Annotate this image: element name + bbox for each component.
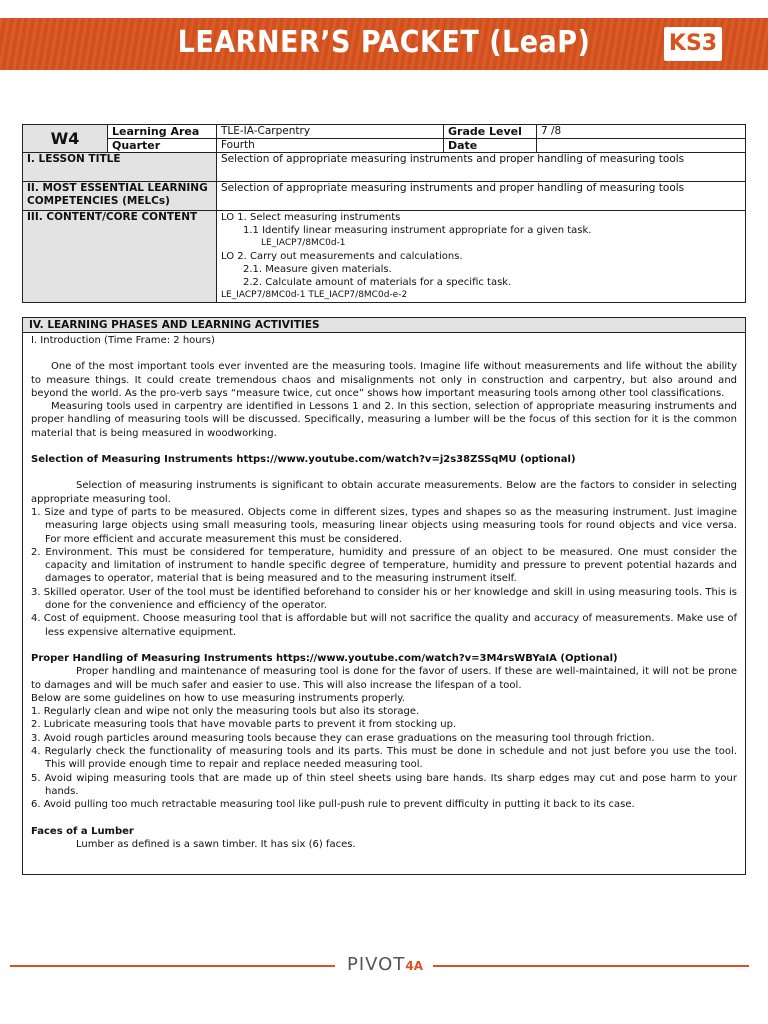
quarter-label: Quarter bbox=[108, 139, 217, 153]
pivot-logo-suffix: 4A bbox=[405, 959, 423, 973]
footer-rule-left bbox=[10, 965, 335, 967]
date-label: Date bbox=[444, 139, 537, 153]
guideline-4: 4. Regularly check the functionality of measuring tools and its parts. This must be done in schedule and not just before you use the tool. This will provide enough time to repair and replace needed measuring tool. bbox=[31, 746, 737, 771]
selection-intro: Selection of measuring instruments is significant to obtain accurate measurements. Below are the factors to consider in selecting appropriate measuring tool. bbox=[31, 480, 737, 505]
lo2-2: 2.2. Calculate amount of materials for a specific task. bbox=[243, 277, 512, 288]
learning-area-label: Learning Area bbox=[108, 125, 217, 139]
handling-intro: Proper handling and maintenance of measuring tool is done for the favor of users. If these are well-maintained, it will not be prone to damages and will be much safer and easier to use. This will also increase the lifespan of a tool. bbox=[31, 666, 737, 691]
pivot-logo-text: PIVOT bbox=[347, 954, 406, 975]
activities-body bbox=[23, 333, 745, 851]
guidelines-intro: Below are some guidelines on how to use measuring instruments properly. bbox=[31, 692, 405, 704]
melc-value: Selection of appropriate measuring instruments and proper handling of measuring tools bbox=[217, 182, 746, 211]
melc-label: II. MOST ESSENTIAL LEARNING COMPETENCIES (MELCs) bbox=[23, 182, 217, 211]
guideline-6: 6. Avoid pulling too much retractable measuring tool like pull-push rule to prevent difficulty in putting it back to its case. bbox=[31, 799, 635, 811]
learning-activities-box bbox=[22, 317, 746, 875]
learning-area-value: TLE-IA-Carpentry bbox=[217, 125, 444, 139]
week-label: W4 bbox=[23, 125, 108, 153]
grade-level-value: 7 /8 bbox=[537, 125, 746, 139]
lesson-info-table bbox=[22, 124, 746, 303]
ks-badge bbox=[664, 27, 722, 61]
lo2-code: LE_IACP7/8MC0d-1 TLE_IACP7/8MC0d-e-2 bbox=[221, 290, 408, 300]
grade-level-label: Grade Level bbox=[444, 125, 537, 139]
header-banner bbox=[0, 18, 768, 70]
lesson-title-value: Selection of appropriate measuring instruments and proper handling of measuring tools bbox=[217, 153, 746, 182]
intro-paragraph-2: Measuring tools used in carpentry are identified in Lessons 1 and 2. In this section, selection of appropriate measuring instruments and proper handling of measuring tools will be discussed. Specifically, measuring a lumber will be the focus of this section for it is the common material that is being measured in woodworking. bbox=[31, 401, 737, 439]
intro-title: I. Introduction (Time Frame: 2 hours) bbox=[31, 335, 215, 346]
lesson-title-label: I. LESSON TITLE bbox=[23, 153, 217, 182]
content-label: III. CONTENT/CORE CONTENT bbox=[23, 211, 217, 303]
guideline-1: 1. Regularly clean and wipe not only the measuring tools but also its storage. bbox=[31, 706, 420, 718]
factor-4: 4. Cost of equipment. Choose measuring tool that is affordable but will not sacrifice the quality and accuracy of measurements. Make use of less expensive alternative equipment. bbox=[31, 613, 737, 638]
intro-paragraph-1: One of the most important tools ever invented are the measuring tools. Imagine life without measurements and life without the ability to measure things. It could create tremendous chaos and misalignments not only in construction and carpentry, but also around and beyond the world. As the pro-verb says “measure twice, cut once” shows how important measuring tools among other tool classifications. bbox=[31, 361, 737, 399]
factor-2: 2. Environment. This must be considered for temperature, humidity and pressure of an object to be measured. One must consider the capacity and limitation of instrument to handle specific degree of temperature, humidity and pressure to prevent potential hazards and damages to operator, material that is being measured and to the measuring instrument itself. bbox=[31, 546, 737, 585]
guideline-5: 5. Avoid wiping measuring tools that are made up of thin steel sheets using bare hands. Its sharp edges may cut and pose harm to your hands. bbox=[31, 772, 737, 797]
pivot-logo bbox=[340, 954, 430, 978]
handling-heading: Proper Handling of Measuring Instruments https://www.youtube.com/watch?v=3M4rsWBYaIA (Optional) bbox=[31, 652, 618, 664]
quarter-value: Fourth bbox=[217, 139, 444, 153]
packet-title: LEARNER’S PACKET (LeaP) bbox=[177, 25, 591, 60]
lo2-1: 2.1. Measure given materials. bbox=[243, 264, 392, 275]
footer-rule-right bbox=[433, 965, 749, 967]
faces-text: Lumber as defined is a sawn timber. It has six (6) faces. bbox=[76, 838, 356, 850]
factor-3: 3. Skilled operator. User of the tool must be identified beforehand to consider his or her knowledge and skill in using measuring tools. This is done for the convenience and efficiency of the operator. bbox=[31, 586, 737, 612]
guideline-3: 3. Avoid rough particles around measuring tools because they can erase graduations on the measuring tool through friction. bbox=[31, 732, 655, 744]
selection-heading: Selection of Measuring Instruments https://www.youtube.com/watch?v=j2s38ZSSqMU (optional) bbox=[31, 454, 576, 466]
content-value bbox=[217, 211, 746, 303]
lo1-code: LE_IACP7/8MC0d-1 bbox=[261, 238, 346, 248]
lo1-1: 1.1 Identify linear measuring instrument appropriate for a given task. bbox=[243, 225, 592, 236]
faces-heading: Faces of a Lumber bbox=[31, 825, 134, 837]
lo1: LO 1. Select measuring instruments bbox=[221, 212, 401, 223]
ks-badge-label: KS3 bbox=[668, 31, 718, 56]
factor-1: 1. Size and type of parts to be measured. Objects come in different sizes, types and shapes so as the measuring instrument. Just imagine measuring large objects using small measuring tools, measuring linear objects using measuring tools for round objects and vice versa. For more efficient and accurate measurement this must be considered. bbox=[31, 506, 737, 545]
date-value bbox=[537, 139, 746, 153]
lo2: LO 2. Carry out measurements and calculations. bbox=[221, 251, 463, 262]
activities-heading: IV. LEARNING PHASES AND LEARNING ACTIVITIES bbox=[23, 318, 745, 333]
guideline-2: 2. Lubricate measuring tools that have movable parts to prevent it from stocking up. bbox=[31, 719, 457, 731]
